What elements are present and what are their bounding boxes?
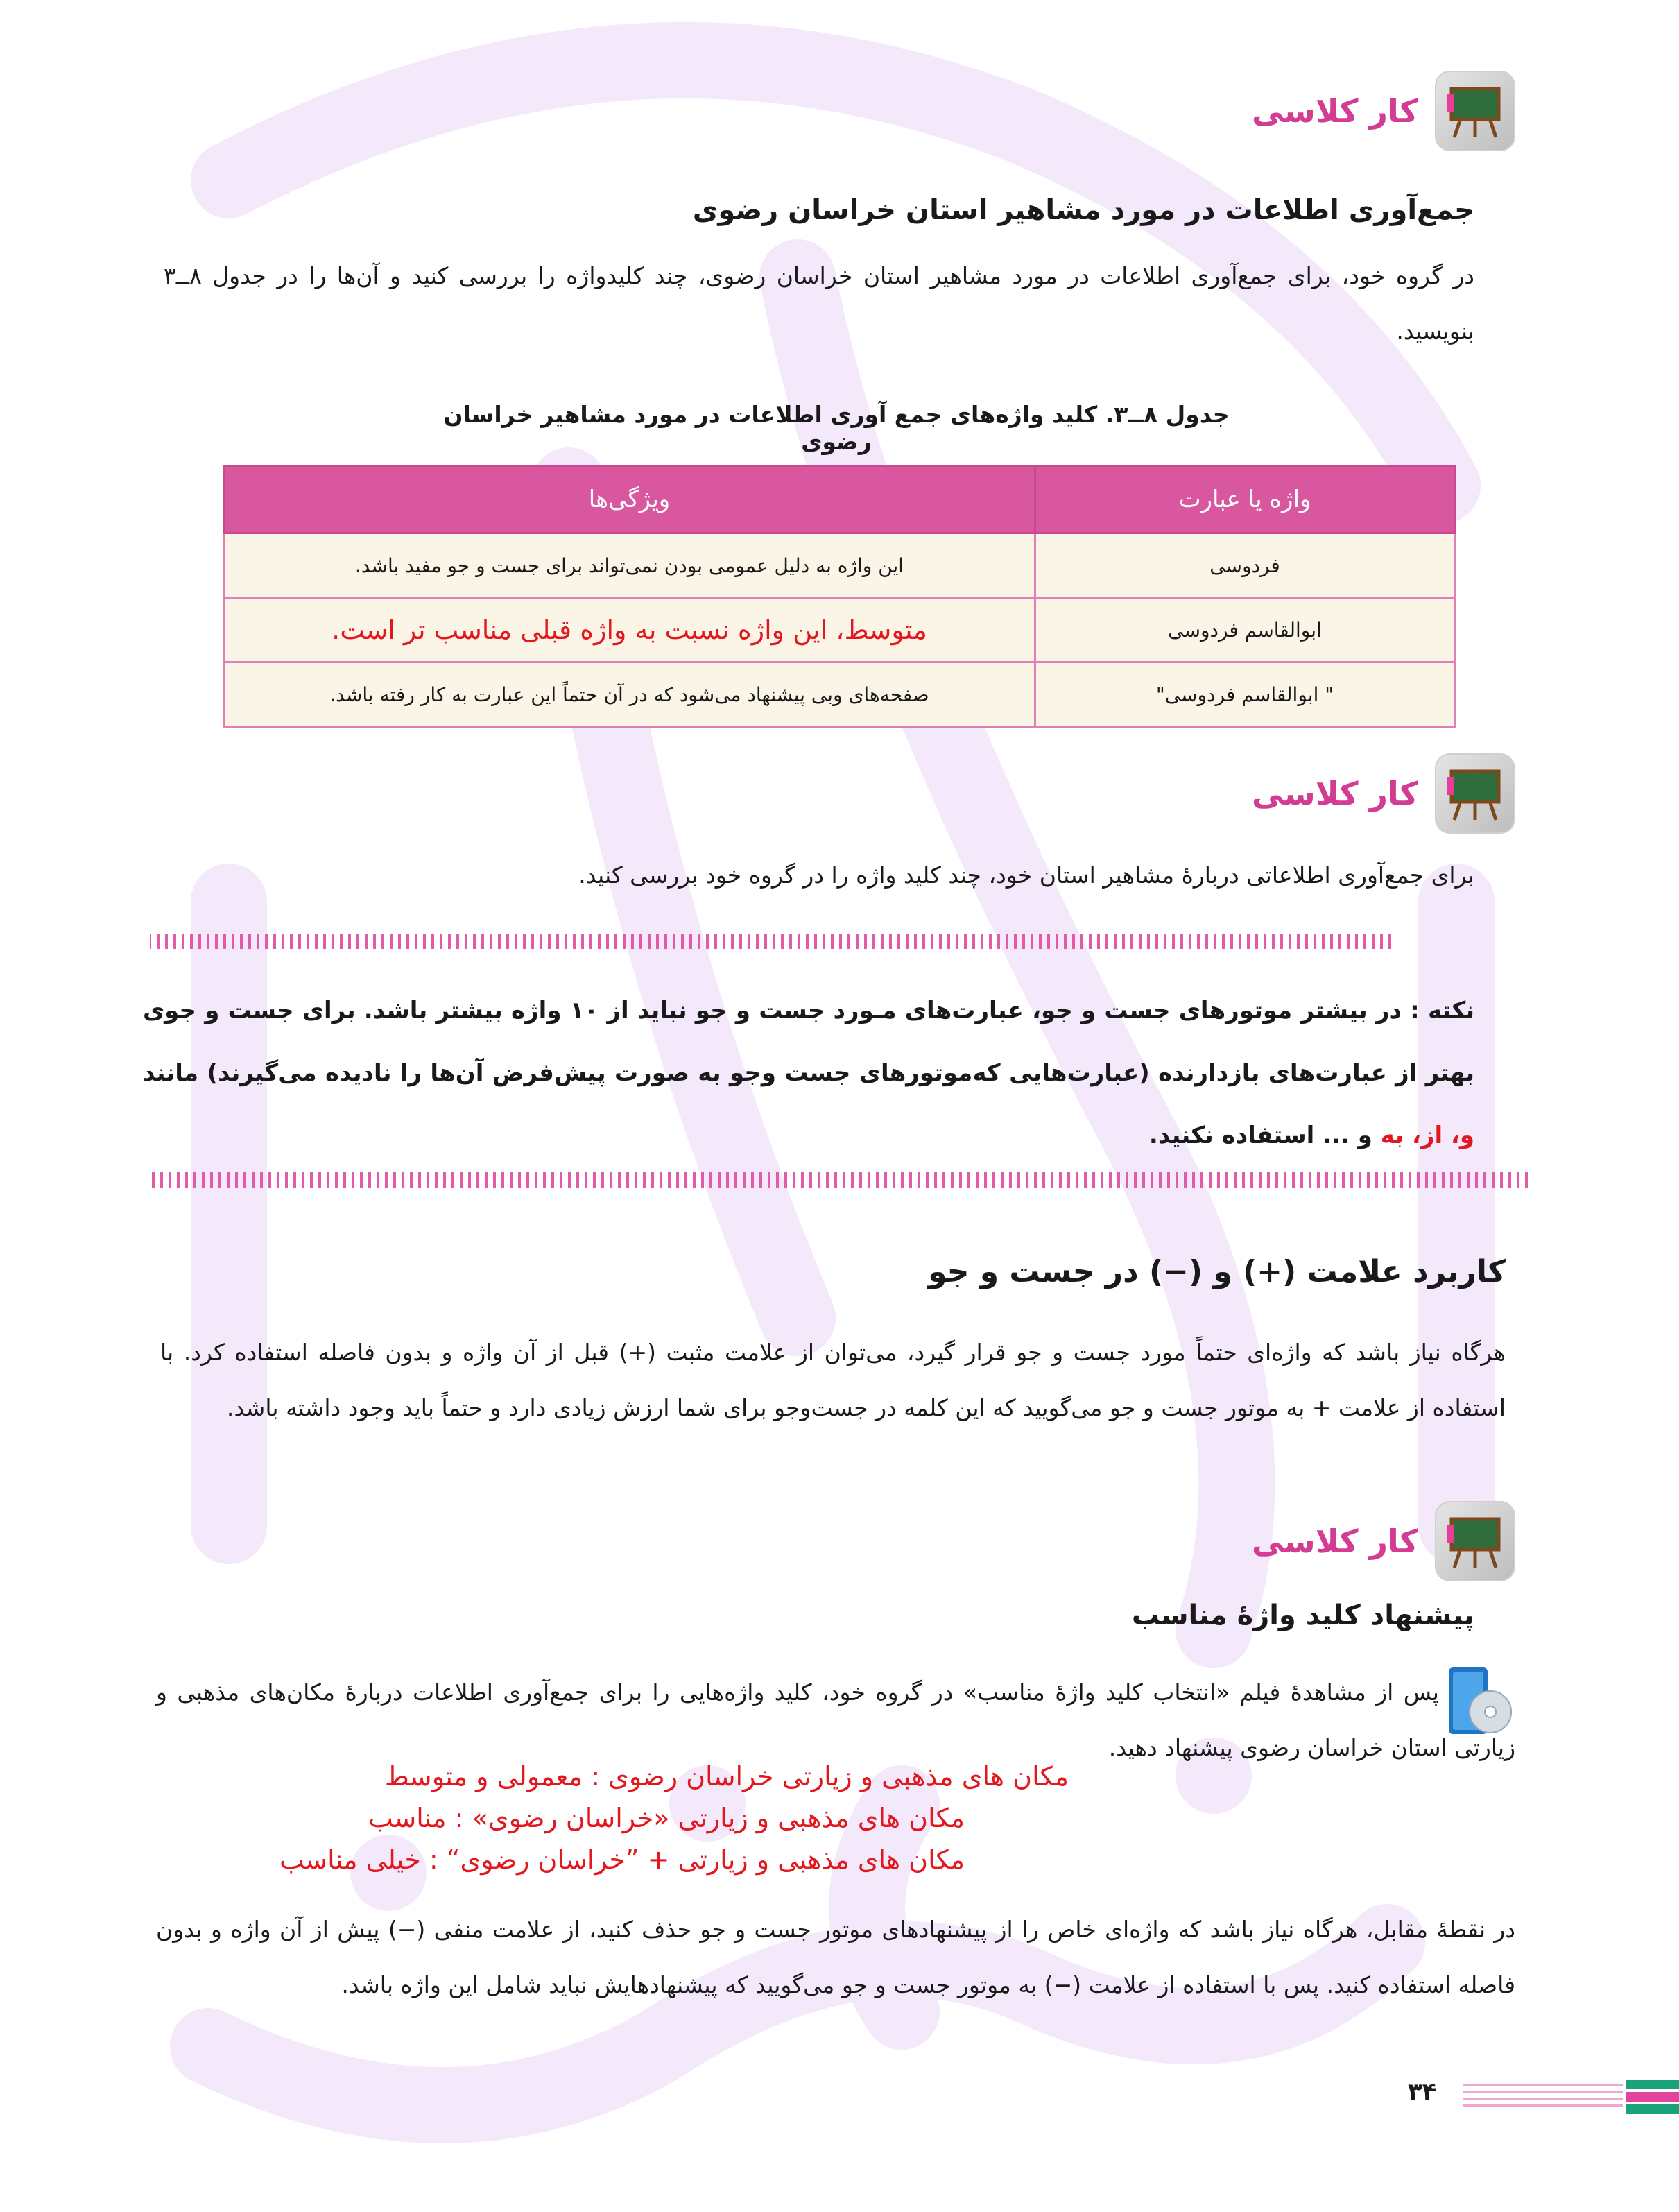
table-cell: این واژه به دلیل عمومی بودن نمی‌تواند برای جست و جو مفید باشد. [224,533,1035,598]
class-activity-title: کار کلاسی [1252,1523,1418,1560]
table-row [224,533,1455,598]
class-activity-title: کار کلاسی [1252,92,1418,130]
table-caption: جدول ۸ــ۳. کلید واژه‌های جمع آوری اطلاعات در مورد مشاهیر خراسان رضوی [443,401,1230,455]
classroom-board-icon [1435,71,1515,151]
table-row [224,598,1455,662]
classroom-board-icon [1435,753,1515,834]
section-heading: کاربرد علامت (+) و (−) در جست و جو [928,1254,1506,1289]
class-activity-header-1 [1252,71,1515,151]
table-header-cell: واژه یا عبارت [1035,466,1455,533]
note-text-end: و ... استفاده نکنید. [1148,1122,1381,1149]
handwritten-answer-1: مکان های مذهبی و زیارتی خراسان رضوی : معمولی و متوسط [384,1761,1069,1792]
section-paragraph: در گروه خود، برای جمع‌آوری اطلاعات در مورد مشاهیر استان خراسان رضوی، چند کلیدواژه را بررسی کنید و آن‌ها را در جدول ۸ــ۳ بنویسید. [164,262,1474,345]
table-header-row [224,466,1455,533]
class-activity-header-2 [1252,753,1515,834]
classroom-board-icon [1435,1501,1515,1581]
section-paragraph: هرگاه نیاز باشد که واژه‌ای حتماً مورد جست و جو قرار گیرد، می‌توان از علامت مثبت (+) قبل از آن واژه و بدون فاصله استفاده کرد. با استفاده از علامت + به موتور جست و جو می‌گویید که این کلمه در جست‌وجو برای شما ارزش زیادی دارد و حتماً باید وجود داشته باشد. [160,1339,1506,1421]
keywords-table [223,465,1456,728]
note-bottom-divider [148,1172,1528,1188]
section-heading: جمع‌آوری اطلاعات در مورد مشاهیر استان خراسان رضوی [692,194,1474,226]
table-cell: صفحه‌های وبی پیشنهاد می‌شود که در آن حتماً این عبارت به کار رفته باشد. [224,662,1035,727]
handwritten-answer-3: مکان های مذهبی و زیارتی + ”خراسان رضوی“ : خیلی مناسب [279,1844,965,1875]
class-activity-title: کار کلاسی [1252,775,1418,812]
note-box [143,979,1474,1167]
table-row [224,662,1455,727]
table-cell: " ابوالقاسم فردوسی" [1035,662,1455,727]
page-bar [1463,2084,1623,2111]
section-paragraph: در نقطهٔ مقابل، هرگاه نیاز باشد که واژه‌ای خاص را از پیشنهادهای موتور جست و جو حذف کنید، از علامت منفی (−) پیش از آن واژه و بدون فاصله استفاده کنید. پس با استفاده از علامت (−) به موتور جست و جو می‌گویید که پیشنهادهایش نباید شامل این واژه باشد. [156,1916,1515,1998]
page-corner-mark [1626,2080,1679,2116]
note-red-words: و، از، به [1380,1122,1474,1149]
note-text: نکته : در بیشتر موتورهای جست و جو، عبارت‌های مـورد جست و جو نباید از ۱۰ واژه بیشتر باشد. برای جست و جوی بهتر از عبارت‌های بازدارنده (عبارت‌هایی که‌موتورهای جست وجو به صورت پیش‌فرض آن‌ها را نادیده می‌گیرند) مانند [143,997,1475,1087]
handwritten-answer-2: مکان های مذهبی و زیارتی «خراسان رضوی» : مناسب [368,1803,965,1833]
section-paragraph: پس از مشاهدهٔ فیلم «انتخاب کلید واژهٔ مناسب» در گروه خود، کلید واژه‌هایی را برای جمع‌آوری اطلاعات دربارهٔ مکان‌های مذهبی و زیارتی استان خراسان رضوی پیشنهاد دهید. [156,1679,1515,1761]
class-activity-header-3 [1252,1501,1515,1581]
section-paragraph: برای جمع‌آوری اطلاعاتی دربارهٔ مشاهیر استان خود، چند کلید واژه را در گروه خود بررسی کنید. [578,861,1474,889]
table-cell-handwritten-answer: متوسط، این واژه نسبت به واژه قبلی مناسب تر است. [224,598,1035,662]
table-header-cell: ویژگی‌ها [224,466,1035,533]
page-number: ۳۴ [1408,2078,1437,2106]
note-top-divider [150,934,1391,949]
table-cell: ابوالقاسم فردوسی [1035,598,1455,662]
table-cell: فردوسی [1035,533,1455,598]
section-heading: پیشنهاد کلید واژهٔ مناسب [1131,1600,1474,1631]
